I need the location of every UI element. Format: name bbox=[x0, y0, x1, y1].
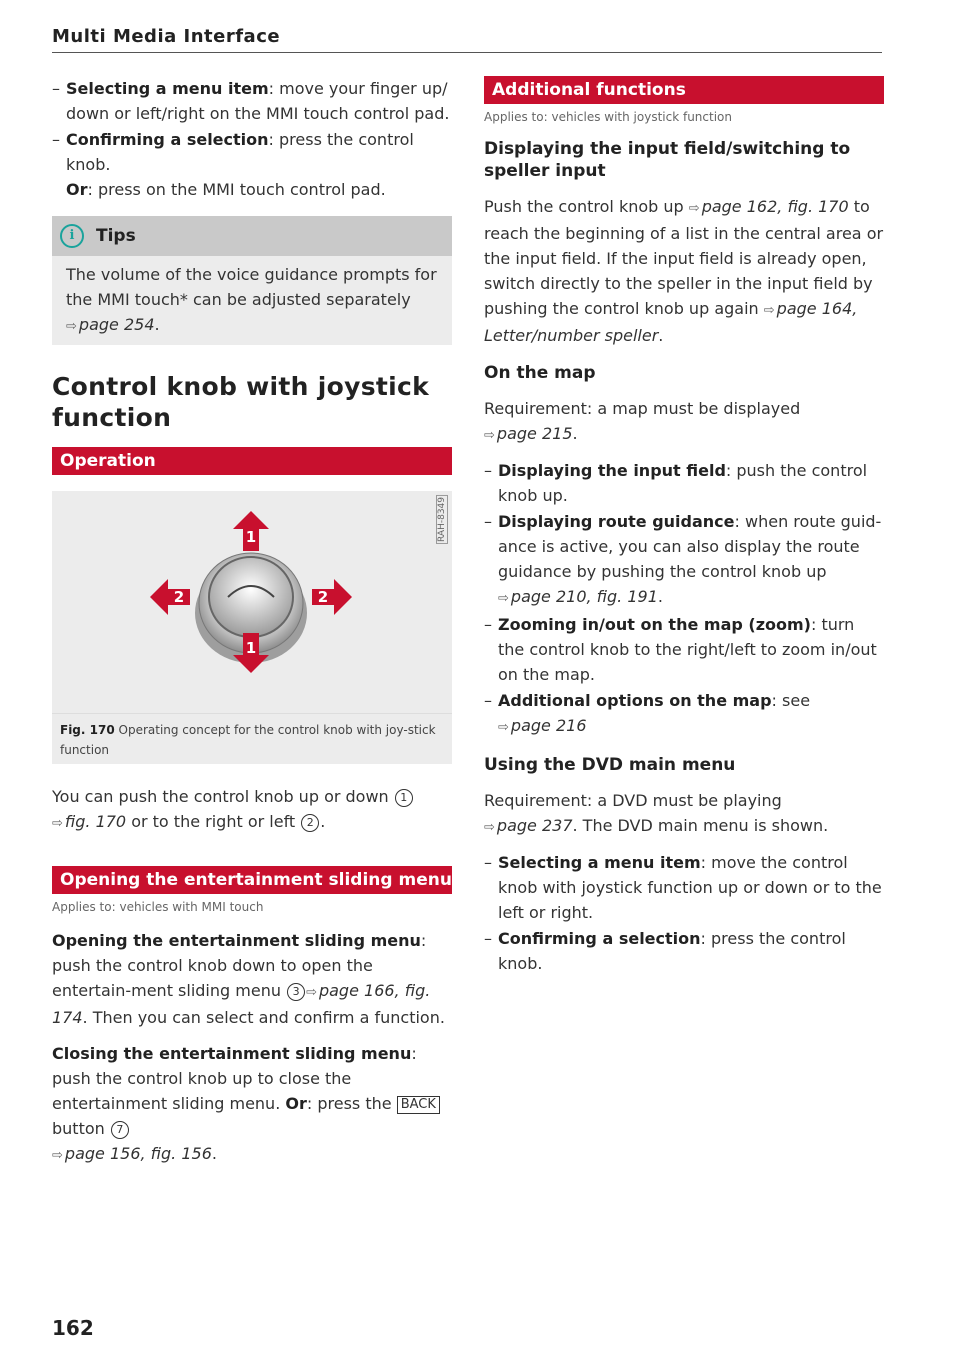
item-text: : press on the MMI touch control pad. bbox=[87, 180, 386, 199]
callout-7: 7 bbox=[111, 1121, 129, 1139]
close-sliding-paragraph: Closing the entertainment sliding menu: push the control knob up to close the entertainment sliding menu. Or: press the BACK button 7 ⇨ page 156, fig. 156. bbox=[52, 1041, 452, 1168]
header-rule bbox=[52, 52, 882, 53]
callout-right: 2 bbox=[317, 588, 329, 606]
control-knob-illustration bbox=[52, 491, 450, 713]
item-text: : move your finger up/ down or left/right on the MMI touch control pad. bbox=[66, 79, 450, 123]
figure-code: RAH-8349 bbox=[437, 497, 447, 542]
heading-input-field: Displaying the input field/switching to speller input bbox=[484, 139, 851, 181]
operation-bar: Operation bbox=[52, 447, 452, 475]
tips-title: Tips bbox=[96, 226, 136, 246]
list-item: – Displaying the input field: push the control knob up. bbox=[484, 458, 884, 508]
figure-reference[interactable]: ⇨ fig. 170 bbox=[52, 812, 127, 831]
callout-1: 1 bbox=[395, 789, 413, 807]
page-reference[interactable]: ⇨ page 215 bbox=[484, 424, 573, 443]
additional-functions-bar: Additional functions bbox=[484, 76, 884, 104]
ref-arrow-icon: ⇨ bbox=[763, 303, 775, 318]
ref-arrow-icon: ⇨ bbox=[52, 1148, 63, 1163]
list-item: – Selecting a menu item: move the control knob with joystick function up or down or to the left or right. bbox=[484, 850, 884, 925]
callout-3: 3 bbox=[287, 983, 305, 1001]
knob-top bbox=[209, 557, 293, 637]
figure-170 bbox=[52, 491, 452, 764]
dvd-requirement: Requirement: a DVD must be playing ⇨ page 237. The DVD main menu is shown. bbox=[484, 791, 829, 835]
list-item: – Additional options on the map: see ⇨ page 216 bbox=[484, 688, 884, 740]
applies-to: Applies to: vehicles with MMI touch bbox=[52, 900, 264, 914]
ref-arrow-icon: ⇨ bbox=[498, 591, 509, 606]
page-reference[interactable]: ⇨ page 156, fig. 156 bbox=[52, 1144, 212, 1163]
ref-arrow-icon: ⇨ bbox=[498, 720, 509, 735]
section-heading: Control knob with joystick function bbox=[52, 372, 430, 432]
open-sliding-paragraph: Opening the entertainment sliding menu: push the control knob down to open the entertain-ment sliding menu 3 ⇨ page 166, fig. 174. Then you can select and confirm a function. bbox=[52, 931, 445, 1027]
or-label: Or bbox=[66, 180, 88, 199]
page-reference[interactable]: ⇨ page 166, fig. 174 bbox=[52, 981, 431, 1027]
tips-body: The volume of the voice guidance prompts for the MMI touch* can be adjusted separately ⇨ page 254. bbox=[66, 265, 437, 334]
push-paragraph: You can push the control knob up or down 1 ⇨ fig. 170 or to the right or left 2 . bbox=[52, 784, 452, 836]
page-reference[interactable]: ⇨ page 162, fig. 170 bbox=[688, 197, 849, 216]
page-reference[interactable]: ⇨ page 254 bbox=[66, 315, 155, 334]
back-key: BACK bbox=[397, 1096, 440, 1114]
heading-dvd-main-menu: Using the DVD main menu bbox=[484, 755, 736, 775]
ref-arrow-icon: ⇨ bbox=[484, 428, 495, 443]
list-item: – Displaying route guidance: when route guid-ance is active, you can also display the route guidance by pushing the control knob up ⇨ page 210, fig. 191. bbox=[484, 509, 884, 611]
left-column bbox=[52, 76, 452, 1178]
sliding-menu-bar: Opening the entertainment sliding menu bbox=[52, 866, 452, 894]
item-term: Selecting a menu item bbox=[66, 79, 269, 98]
ref-arrow-icon: ⇨ bbox=[66, 319, 77, 334]
ref-arrow-icon: ⇨ bbox=[306, 985, 317, 1000]
page-number: 162 bbox=[52, 1316, 94, 1340]
figure-label: Fig. 170 bbox=[60, 723, 115, 737]
list-item bbox=[52, 76, 452, 126]
info-icon: i bbox=[60, 224, 84, 248]
page-reference[interactable]: ⇨ page 210, fig. 191 bbox=[498, 587, 658, 606]
list-item: – Zooming in/out on the map (zoom): turn the control knob to the right/left to zoom in/out on the map. bbox=[484, 612, 884, 687]
right-column bbox=[484, 76, 884, 977]
callout-up: 1 bbox=[245, 528, 257, 546]
map-requirement: Requirement: a map must be displayed ⇨ page 215. bbox=[484, 399, 801, 443]
tips-text: The volume of the voice guidance prompts for the MMI touch* can be adjusted separately bbox=[66, 265, 437, 309]
figure-caption: Fig. 170 Operating concept for the control knob with joy-stick function bbox=[60, 723, 436, 757]
page-reference[interactable]: ⇨ page 237 bbox=[484, 816, 573, 835]
item-term: Confirming a selection bbox=[66, 130, 269, 149]
running-header: Multi Media Interface bbox=[52, 26, 281, 47]
callout-2: 2 bbox=[301, 814, 319, 832]
list-item: – Confirming a selection: press the control knob. bbox=[484, 926, 884, 976]
ref-arrow-icon: ⇨ bbox=[688, 201, 700, 216]
ref-arrow-icon: ⇨ bbox=[52, 816, 63, 831]
ref-arrow-icon: ⇨ bbox=[484, 820, 495, 835]
applies-to: Applies to: vehicles with joystick function bbox=[484, 110, 732, 124]
input-paragraph: Push the control knob up ⇨ page 162, fig. 170 to reach the beginning of a list in the central area or the input field. If the input field is already open, switch directly to the speller in the input field by pushing the control knob up again ⇨ page 164, Letter/number speller. bbox=[484, 197, 884, 345]
item-text: : press the control knob. bbox=[66, 130, 414, 174]
figure-image bbox=[52, 491, 452, 714]
heading-on-the-map: On the map bbox=[484, 363, 596, 383]
callout-down: 1 bbox=[245, 639, 257, 657]
list-item bbox=[52, 127, 452, 202]
callout-left: 2 bbox=[173, 588, 185, 606]
page-reference[interactable]: ⇨ page 216 bbox=[498, 716, 587, 735]
tips-header bbox=[52, 216, 452, 256]
tips-box bbox=[52, 216, 452, 345]
page-reference[interactable]: ⇨ page 164, Letter/number speller bbox=[484, 299, 858, 345]
